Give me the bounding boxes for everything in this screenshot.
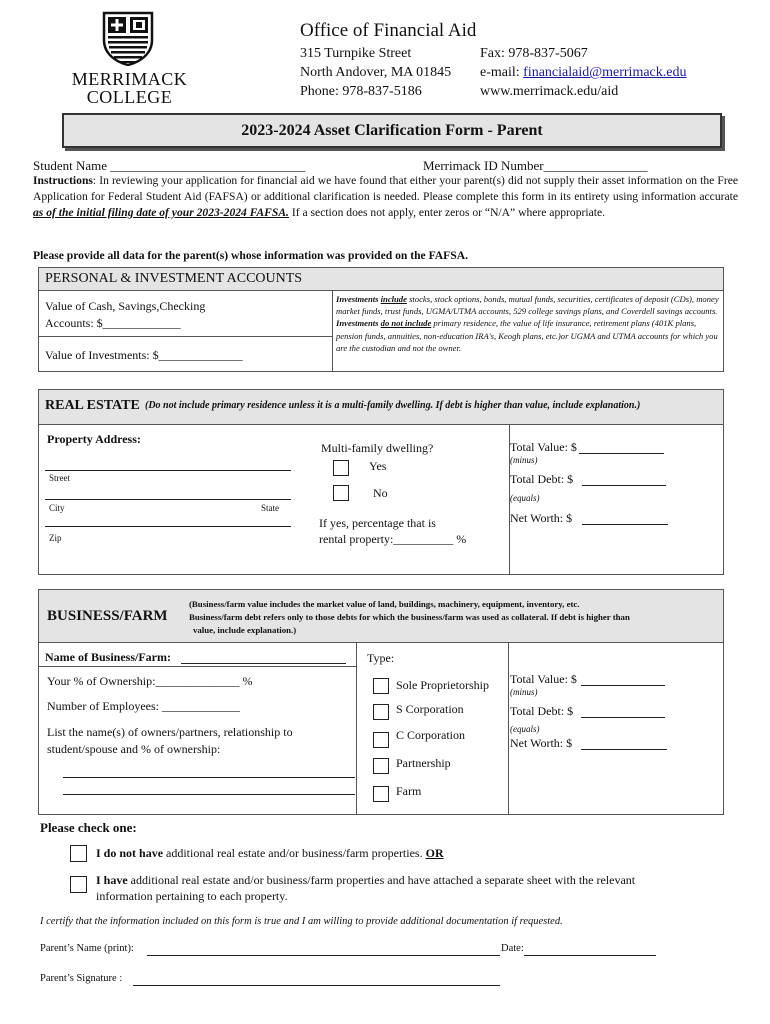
business-note-line2: Business/farm debt refers only to those debts for which the business/farm was used as collateral. If debt is higher than — [189, 612, 630, 622]
student-name-field[interactable]: Student Name ______________________________ — [33, 158, 306, 173]
owners-line1: List the name(s) of owners/partners, relationship to — [47, 725, 293, 739]
owners-line2: student/spouse and % of ownership: — [47, 742, 221, 756]
date-label: Date: — [501, 943, 524, 954]
bf-total-debt-line[interactable] — [581, 717, 665, 718]
office-contact — [480, 44, 686, 101]
parent-signature-label: Parent’s Signature : — [40, 973, 123, 984]
has-additional-property-checkbox[interactable] — [70, 876, 87, 893]
cash-accounts-field[interactable] — [45, 298, 205, 332]
opt1-bold: I do not have — [96, 846, 164, 860]
bf-total-value-label: Total Value: $ — [510, 672, 577, 686]
email-prefix: e-mail: — [480, 65, 524, 80]
real-estate-heading-bar — [39, 390, 723, 425]
college-name-line2: COLLEGE — [86, 87, 173, 107]
personal-heading-bar — [39, 268, 723, 291]
merrimack-id-field[interactable]: Merrimack ID Number________________ — [423, 158, 648, 173]
multifamily-no-label: No — [373, 486, 388, 500]
employees-field[interactable]: Number of Employees: _____________ — [47, 699, 240, 713]
state-label: State — [261, 503, 279, 513]
business-divider2 — [508, 642, 509, 815]
bf-net-worth-line[interactable] — [581, 749, 667, 750]
owners-label — [47, 724, 293, 758]
instructions-emphasis: as of the initial filing date of your 2023-2024 FAFSA. — [33, 206, 289, 219]
certify-statement: I certify that the information included on this form is true and I am willing to provide additional documentation if requested. — [40, 916, 563, 927]
rental-percentage-field[interactable] — [319, 515, 466, 547]
re-minus-label: (minus) — [510, 455, 538, 465]
personal-hdivider — [39, 336, 332, 337]
opt1-or: OR — [425, 846, 444, 860]
re-total-debt-label: Total Debt: $ — [510, 472, 574, 486]
multifamily-no-checkbox[interactable] — [333, 485, 349, 501]
type-farm-checkbox[interactable] — [373, 786, 389, 802]
real-estate-note: (Do not include primary residence unless it is a multi-family dwelling. If debt is higher than value, include explanation.) — [145, 400, 641, 411]
re-net-worth-label: Net Worth: $ — [510, 511, 573, 525]
college-name-line1: MERRIMACK — [71, 69, 188, 89]
real-estate-section — [38, 389, 724, 575]
instructions-text2: If a section does not apply, enter zeros or “N/A” where appropriate. — [288, 206, 605, 219]
type-label: Type: — [367, 651, 395, 665]
if-yes-line2: rental property:__________ % — [319, 532, 467, 546]
owners-line-a[interactable] — [63, 777, 355, 778]
opt2-bold: I have — [96, 873, 128, 887]
parent-name-label: Parent’s Name (print): — [40, 943, 134, 954]
instructions-text1: : In reviewing your application for financial aid we have found that either your parent(s) did not supply their asset information on the Free Application for Federal Student Aid (FAFSA) or additional clarification is needed. Please complete this form in its entirety using information accurate — [33, 174, 738, 203]
parent-name-line[interactable] — [147, 955, 500, 956]
has-additional-property-label — [96, 872, 635, 904]
opt2-text-line2: information pertaining to each property. — [96, 889, 288, 903]
re-total-value-line[interactable] — [579, 453, 664, 454]
fax: Fax: 978-837-5067 — [480, 46, 588, 61]
cash-label-line2: Accounts: $_____________ — [45, 316, 181, 330]
business-divider1 — [356, 642, 357, 815]
address-line2: North Andover, MA 01845 — [300, 65, 452, 80]
zip-label: Zip — [49, 533, 62, 543]
zip-line[interactable] — [45, 526, 291, 527]
office-title: Office of Financial Aid — [300, 20, 477, 41]
instructions — [33, 173, 738, 221]
business-hdivider — [39, 666, 356, 667]
business-note-line1: (Business/farm value includes the market value of land, buildings, machinery, equipment, inventory, etc. — [189, 599, 580, 609]
type-sole-proprietorship-checkbox[interactable] — [373, 678, 389, 694]
date-line[interactable] — [524, 955, 656, 956]
inv-exclude: do not include — [380, 318, 432, 329]
inv-include: include — [380, 294, 407, 304]
business-name-line[interactable] — [181, 663, 346, 664]
re-net-worth-line[interactable] — [582, 524, 668, 525]
cash-label-line1: Value of Cash, Savings,Checking — [45, 299, 206, 313]
multifamily-label: Multi-family dwelling? — [321, 441, 434, 455]
office-address — [300, 44, 451, 101]
email-link[interactable]: financialaid@merrimack.edu — [523, 65, 687, 80]
type-farm-label: Farm — [396, 784, 422, 798]
re-equals-label: (equals) — [510, 493, 540, 503]
no-additional-property-label — [96, 846, 444, 861]
property-address-label: Property Address: — [47, 432, 141, 446]
form-title-banner — [62, 113, 722, 148]
type-c-corporation-checkbox[interactable] — [373, 732, 389, 748]
opt2-line1 — [96, 872, 635, 888]
street-line[interactable] — [45, 470, 291, 471]
bf-equals-label: (equals) — [510, 724, 540, 734]
investments-field[interactable]: Value of Investments: $______________ — [45, 348, 243, 362]
bf-total-value-line[interactable] — [581, 685, 665, 686]
form-title: 2023-2024 Asset Clarification Form - Parent — [241, 122, 543, 139]
opt2-text-line1: additional real estate and/or business/farm properties and have attached a separate sheet with the relevant — [127, 873, 636, 887]
personal-section — [38, 267, 724, 372]
college-name — [62, 70, 197, 106]
re-total-value-label: Total Value: $ — [510, 440, 577, 454]
type-c-corporation-label: C Corporation — [396, 728, 465, 742]
bf-total-debt-label: Total Debt: $ — [510, 704, 574, 718]
personal-divider — [332, 290, 333, 372]
type-sole-proprietorship-label: Sole Proprietorship — [396, 678, 489, 692]
type-s-corporation-label: S Corporation — [396, 702, 464, 716]
re-total-debt-line[interactable] — [582, 485, 666, 486]
phone: Phone: 978-837-5186 — [300, 84, 422, 99]
owners-line-b[interactable] — [63, 794, 355, 795]
bf-minus-label: (minus) — [510, 687, 538, 697]
no-additional-property-checkbox[interactable] — [70, 845, 87, 862]
inv-exclude-word: Investments — [336, 318, 379, 329]
check-one-heading: Please check one: — [40, 820, 137, 835]
real-estate-heading: REAL ESTATE — [45, 398, 140, 413]
multifamily-yes-checkbox[interactable] — [333, 460, 349, 476]
inv-include-text: stocks, stock options, bonds, mutual funds, securities, certificates of deposit (CDs), money market funds, trust funds, UGMA/UTMA accounts, 529 college savings plans, and Coverdell savings accounts. — [336, 294, 719, 317]
inv-exclude-text: primary residence, the value of life insurance, retirement plans (401K plans, pension funds, annuities, non-education IRA's, Keogh plans, etc.)or UGMA and UTMA accounts for which you are the custodian and not the owner. — [336, 318, 718, 353]
website[interactable]: www.merrimack.edu/aid — [480, 84, 619, 99]
city-label: City — [49, 503, 65, 513]
college-logo — [100, 10, 156, 66]
business-heading-bar — [39, 590, 723, 643]
business-section — [38, 589, 724, 815]
street-label: Street — [49, 473, 70, 483]
address-line1: 315 Turnpike Street — [300, 46, 412, 61]
business-heading: BUSINESS/FARM — [47, 608, 168, 624]
type-s-corporation-checkbox[interactable] — [373, 704, 389, 720]
bf-net-worth-label: Net Worth: $ — [510, 736, 573, 750]
business-note-line3: value, include explanation.) — [193, 625, 297, 635]
investments-note — [336, 293, 720, 354]
type-partnership-checkbox[interactable] — [373, 758, 389, 774]
shield-crest-icon — [100, 10, 156, 66]
city-state-line[interactable] — [45, 499, 291, 500]
type-partnership-label: Partnership — [396, 756, 451, 770]
ownership-field[interactable]: Your % of Ownership:______________ % — [47, 674, 253, 688]
if-yes-line1: If yes, percentage that is — [319, 516, 436, 530]
email-line — [480, 63, 686, 82]
opt1-text: additional real estate and/or business/farm properties. — [163, 846, 426, 860]
multifamily-yes-label: Yes — [369, 459, 387, 473]
inv-include-word: Investments — [336, 294, 379, 304]
instructions-label: Instructions — [33, 174, 93, 187]
parent-signature-line[interactable] — [133, 985, 500, 986]
provide-all-data: Please provide all data for the parent(s) whose information was provided on the FAFSA. — [33, 249, 468, 262]
business-note — [189, 598, 630, 637]
business-name-label: Name of Business/Farm: — [45, 650, 171, 664]
personal-heading: PERSONAL & INVESTMENT ACCOUNTS — [45, 271, 303, 286]
